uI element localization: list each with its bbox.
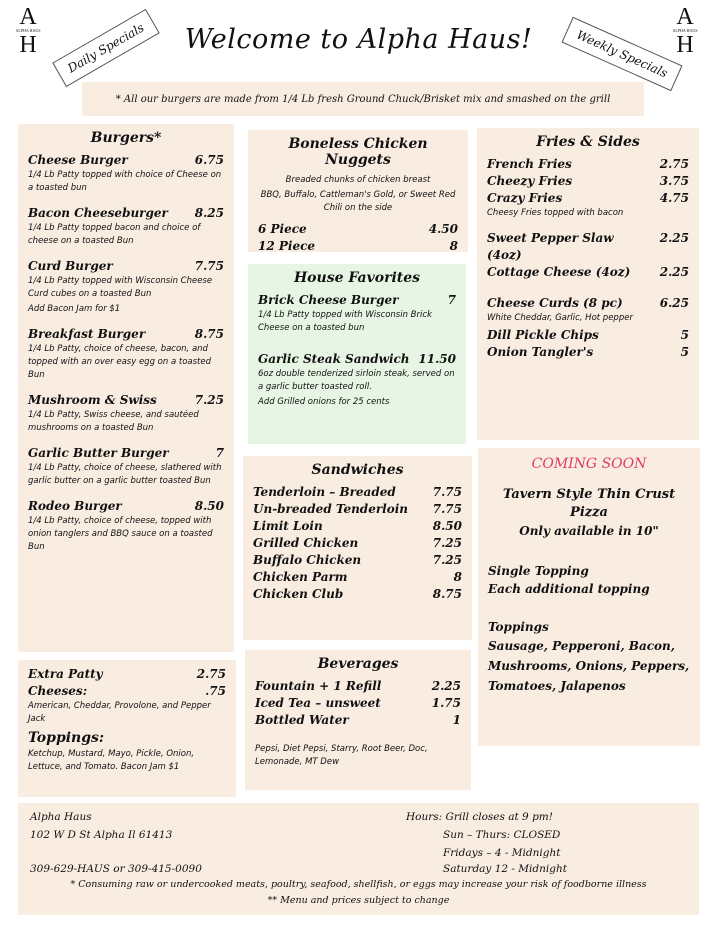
item-name: Tenderloin – Breaded xyxy=(253,485,396,499)
item-price: 2.25 xyxy=(659,231,689,245)
item-name: Fountain + 1 Refill xyxy=(255,679,382,693)
item-name: Chicken Parm xyxy=(253,570,348,584)
cheeses-label: Cheeses: xyxy=(28,684,88,698)
item-name: French Fries xyxy=(487,157,572,171)
menu-item xyxy=(258,292,456,335)
footer-section xyxy=(18,803,699,915)
item-name: Cheese Burger xyxy=(28,153,128,167)
item-name: 12 Piece xyxy=(258,239,316,253)
menu-item xyxy=(28,152,224,195)
item-desc: 1/4 Lb Patty topped with Wisconsin Cheese Curd cubes on a toasted Bun xyxy=(28,276,213,299)
item-name: Curd Burger xyxy=(28,259,113,273)
hours-title: Hours: Grill closes at 9 pm! xyxy=(406,811,553,823)
item-name: Sweet Pepper Slaw (4oz) xyxy=(487,231,614,262)
burger-note-banner xyxy=(82,82,644,116)
item-price: 6.75 xyxy=(194,153,224,167)
nuggets-section xyxy=(248,130,468,252)
menu-item xyxy=(28,392,224,435)
price-disclaimer: ** Menu and prices subject to change xyxy=(267,895,450,906)
item-name: Bacon Cheeseburger xyxy=(28,206,168,220)
item-name: Un-breaded Tenderloin xyxy=(253,502,408,516)
nuggets-title: Boneless Chicken Nuggets xyxy=(288,136,428,168)
item-price: 8 xyxy=(449,239,458,253)
item-desc: 1/4 Lb Patty topped bacon and choice of cheese on a toasted Bun xyxy=(28,223,201,246)
beverages-title: Beverages xyxy=(317,656,399,672)
item-price: 7.25 xyxy=(194,393,224,407)
menu-item xyxy=(253,586,462,603)
item-name: Chicken Club xyxy=(253,587,344,601)
item-desc: 1/4 Lb Patty, choice of cheese, topped with onion tanglers and BBQ sauce on a toasted Bun xyxy=(28,516,213,552)
logo-letter-a: A xyxy=(676,4,694,30)
menu-item xyxy=(253,535,462,552)
item-price: 7.75 xyxy=(432,485,462,499)
menu-item xyxy=(258,238,458,255)
hours-line: Fridays – 4 - Midnight xyxy=(443,847,561,859)
restaurant-name: Alpha Haus xyxy=(30,811,92,823)
menu-item xyxy=(28,205,224,248)
logo-letter-a: A xyxy=(19,4,37,30)
burger-note: * All our burgers are made from 1/4 Lb fresh Ground Chuck/Brisket mix and smashed on the grill xyxy=(115,93,611,105)
pizza-toppings-list: Sausage, Pepperoni, Bacon, Mushrooms, Onions, Peppers, Tomatoes, Jalapenos xyxy=(488,639,690,693)
toppings-title: Toppings: xyxy=(28,730,105,746)
house-favorites-section xyxy=(248,264,466,444)
item-price: 7.75 xyxy=(432,502,462,516)
item-extra: Add Bacon Jam for $1 xyxy=(28,304,121,314)
item-price: 2.75 xyxy=(659,157,689,171)
menu-item xyxy=(28,258,224,316)
page-title: Welcome to Alpha Haus! xyxy=(184,24,533,55)
item-name: Rodeo Burger xyxy=(28,499,122,513)
item-desc: Cheesy Fries topped with bacon xyxy=(487,208,624,218)
fries-title: Fries & Sides xyxy=(536,134,640,150)
coming-soon-title: COMING SOON xyxy=(531,456,647,472)
menu-item xyxy=(255,712,461,729)
restaurant-phone: 309-629-HAUS or 309-415-0090 xyxy=(30,863,202,875)
menu-item xyxy=(253,484,462,501)
menu-item xyxy=(28,498,224,554)
logo-small-text: ALPHA HAUS xyxy=(15,28,41,33)
hours-line: Saturday 12 - Midnight xyxy=(443,863,567,875)
sandwiches-title: Sandwiches xyxy=(311,462,404,478)
hours-line: Sun – Thurs: CLOSED xyxy=(443,829,561,841)
item-price: 8.50 xyxy=(432,519,462,533)
item-price: 7.25 xyxy=(432,553,462,567)
item-price: 8.75 xyxy=(194,327,224,341)
extra-patty-price: 2.75 xyxy=(196,667,226,681)
item-price: 7 xyxy=(215,446,224,460)
menu-item xyxy=(487,295,689,312)
menu-item xyxy=(487,190,689,207)
item-name: Onion Tangler's xyxy=(487,345,594,359)
item-price: 8.25 xyxy=(194,206,224,220)
menu-item xyxy=(28,326,224,382)
extra-patty-label: Extra Patty xyxy=(28,667,103,681)
sandwiches-section xyxy=(243,456,472,640)
weekly-specials-stamp: Weekly Specials xyxy=(561,17,682,91)
menu-item xyxy=(258,221,458,238)
beverages-section xyxy=(245,650,471,790)
item-desc: White Cheddar, Garlic, Hot pepper xyxy=(487,313,633,323)
menu-item xyxy=(253,518,462,535)
daily-specials-stamp: Daily Specials xyxy=(52,9,159,87)
menu-item xyxy=(253,501,462,518)
menu-item xyxy=(487,156,689,173)
item-price: 1.75 xyxy=(431,696,461,710)
item-price: 7.25 xyxy=(432,536,462,550)
item-price: 6.25 xyxy=(659,296,689,310)
nuggets-sauces: BBQ, Buffalo, Cattleman's Gold, or Sweet Red Chili on the side xyxy=(260,190,456,213)
item-name: Cheese Curds (8 pc) xyxy=(487,296,623,310)
menu-item xyxy=(253,569,462,586)
item-name: Dill Pickle Chips xyxy=(487,328,599,342)
item-desc: 1/4 Lb Patty, choice of cheese, slathered with garlic butter on a garlic butter toasted Bun xyxy=(28,463,222,486)
item-price: 7 xyxy=(447,293,456,307)
burgers-section xyxy=(18,124,234,652)
menu-item xyxy=(255,678,461,695)
item-price: 2.25 xyxy=(659,265,689,279)
food-safety-warning: * Consuming raw or undercooked meats, poultry, seafood, shellfish, or eggs may increase your risk of foodborne illness xyxy=(70,879,647,890)
logo-letter-h: H xyxy=(19,32,37,58)
cheese-list: American, Cheddar, Provolone, and Pepper Jack xyxy=(28,701,211,724)
nuggets-desc: Breaded chunks of chicken breast xyxy=(285,175,431,185)
favorites-title: House Favorites xyxy=(293,270,421,286)
menu-item xyxy=(487,173,689,190)
item-name: Cottage Cheese (4oz) xyxy=(487,265,631,279)
item-desc: 1/4 Lb Patty topped with Wisconsin Brick Cheese on a toasted bun xyxy=(258,310,432,333)
beverage-flavors: Pepsi, Diet Pepsi, Starry, Root Beer, Doc, Lemonade, MT Dew xyxy=(255,744,428,767)
item-price: 4.50 xyxy=(428,222,458,236)
item-name: Garlic Butter Burger xyxy=(28,446,169,460)
menu-item xyxy=(487,327,689,344)
item-name: Limit Loin xyxy=(253,519,323,533)
item-price: 3.75 xyxy=(659,174,689,188)
item-price: 11.50 xyxy=(418,352,456,366)
logo-letter-h: H xyxy=(676,32,694,58)
burgers-title: Burgers* xyxy=(90,130,162,146)
item-name: Bottled Water xyxy=(255,713,349,727)
menu-item xyxy=(253,552,462,569)
item-price: 1 xyxy=(452,713,461,727)
item-price: 4.75 xyxy=(659,191,689,205)
item-desc: 1/4 Lb Patty, choice of cheese, bacon, and topped with an over easy egg on a toasted Bun xyxy=(28,344,211,380)
restaurant-address: 102 W D St Alpha Il 61413 xyxy=(30,829,173,841)
cheeses-price: .75 xyxy=(205,684,226,698)
item-extra: Add Grilled onions for 25 cents xyxy=(258,397,390,407)
pizza-size-note: Only available in 10" xyxy=(519,524,659,538)
item-name: Iced Tea – unsweet xyxy=(255,696,381,710)
menu-item xyxy=(255,695,461,712)
item-name: Breakfast Burger xyxy=(28,327,146,341)
coming-soon-section xyxy=(478,448,700,746)
item-name: Garlic Steak Sandwich xyxy=(258,352,410,366)
menu-item xyxy=(487,344,689,361)
item-price: 8.75 xyxy=(432,587,462,601)
toppings-list: Ketchup, Mustard, Mayo, Pickle, Onion, Lettuce, and Tomato. Bacon Jam $1 xyxy=(28,749,195,772)
item-price: 7.75 xyxy=(194,259,224,273)
additional-topping: Each additional topping xyxy=(488,582,650,596)
item-name: Cheezy Fries xyxy=(487,174,573,188)
item-name: Brick Cheese Burger xyxy=(258,293,399,307)
fries-sides-section xyxy=(477,128,699,440)
item-price: 8.50 xyxy=(194,499,224,513)
item-name: Buffalo Chicken xyxy=(253,553,362,567)
menu-item xyxy=(487,264,689,281)
menu-item xyxy=(258,351,456,409)
item-price: 5 xyxy=(680,328,689,342)
logo-small-text: ALPHA HAUS xyxy=(672,28,698,33)
item-desc: 6oz double tenderized sirloin steak, served on a garlic butter toasted roll. xyxy=(258,369,455,392)
item-name: Crazy Fries xyxy=(487,191,563,205)
item-price: 5 xyxy=(680,345,689,359)
item-name: Grilled Chicken xyxy=(253,536,359,550)
menu-item xyxy=(487,230,689,264)
item-price: 2.25 xyxy=(431,679,461,693)
item-desc: 1/4 Lb Patty, Swiss cheese, and sautéed mushrooms on a toasted Bun xyxy=(28,410,199,433)
pizza-title: Tavern Style Thin Crust Pizza xyxy=(502,487,676,520)
item-name: Mushroom & Swiss xyxy=(28,393,157,407)
menu-item xyxy=(28,445,224,488)
item-name: 6 Piece xyxy=(258,222,307,236)
extras-section xyxy=(18,660,236,797)
item-desc: 1/4 Lb Patty topped with choice of Cheese on a toasted bun xyxy=(28,170,222,193)
item-price: 8 xyxy=(453,570,462,584)
single-topping: Single Topping xyxy=(488,564,589,578)
pizza-toppings-title: Toppings xyxy=(488,620,549,634)
